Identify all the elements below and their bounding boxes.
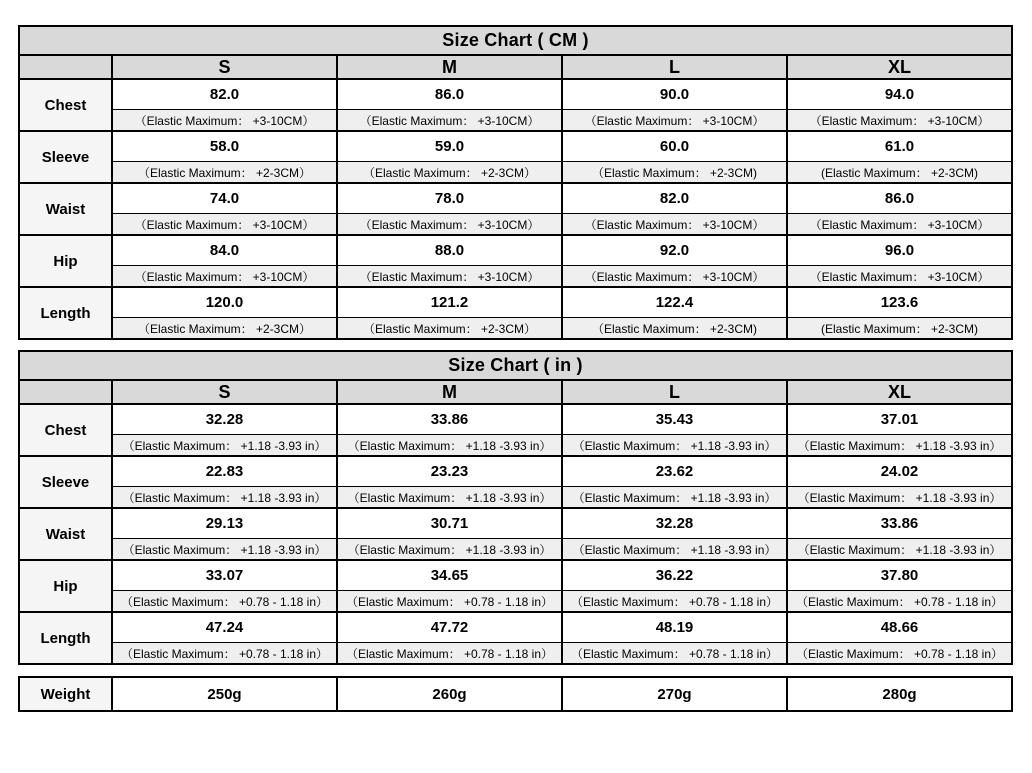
elastic-note: （Elastic Maximum： +3-10CM） <box>112 110 337 132</box>
row-label-sleeve: Sleeve <box>19 456 112 508</box>
elastic-note: （Elastic Maximum： +1.18 -3.93 in） <box>112 435 337 457</box>
elastic-note: （Elastic Maximum： +2-3CM) <box>562 318 787 340</box>
measure-row <box>19 235 1012 266</box>
elastic-note: （Elastic Maximum： +0.78 - 1.18 in） <box>112 643 337 665</box>
measure-value: 60.0 <box>562 131 787 162</box>
measure-value: 94.0 <box>787 79 1012 110</box>
elastic-note: （Elastic Maximum： +2-3CM） <box>112 162 337 184</box>
elastic-note: （Elastic Maximum： +0.78 - 1.18 in） <box>112 591 337 613</box>
elastic-note: （Elastic Maximum： +3-10CM） <box>562 110 787 132</box>
elastic-note: （Elastic Maximum： +3-10CM） <box>112 214 337 236</box>
measure-value: 37.80 <box>787 560 1012 591</box>
measure-note-row <box>19 539 1012 561</box>
chart-title: Size Chart ( CM ) <box>19 26 1012 55</box>
chart-title: Size Chart ( in ) <box>19 351 1012 380</box>
elastic-note: （Elastic Maximum： +3-10CM） <box>337 110 562 132</box>
size-chart-table <box>18 350 1013 665</box>
measure-row <box>19 508 1012 539</box>
measure-value: 61.0 <box>787 131 1012 162</box>
elastic-note: （Elastic Maximum： +1.18 -3.93 in） <box>337 487 562 509</box>
measure-value: 33.07 <box>112 560 337 591</box>
elastic-note: （Elastic Maximum： +1.18 -3.93 in） <box>562 435 787 457</box>
elastic-note: （Elastic Maximum： +3-10CM） <box>337 266 562 288</box>
elastic-note: （Elastic Maximum： +1.18 -3.93 in） <box>112 539 337 561</box>
measure-value: 123.6 <box>787 287 1012 318</box>
measure-row <box>19 560 1012 591</box>
elastic-note: （Elastic Maximum： +2-3CM） <box>112 318 337 340</box>
measure-note-row <box>19 214 1012 236</box>
elastic-note: （Elastic Maximum： +3-10CM） <box>787 266 1012 288</box>
size-chart-in-section <box>18 350 1013 665</box>
row-label-waist: Waist <box>19 508 112 560</box>
weight-section <box>18 676 1013 712</box>
measure-value: 23.62 <box>562 456 787 487</box>
measure-value: 92.0 <box>562 235 787 266</box>
row-label-hip: Hip <box>19 560 112 612</box>
measure-value: 33.86 <box>337 404 562 435</box>
measure-value: 88.0 <box>337 235 562 266</box>
elastic-note: （Elastic Maximum： +1.18 -3.93 in） <box>337 435 562 457</box>
weight-row <box>19 677 1012 711</box>
elastic-note: （Elastic Maximum： +1.18 -3.93 in） <box>112 487 337 509</box>
elastic-note: （Elastic Maximum： +3-10CM） <box>112 266 337 288</box>
measure-value: 84.0 <box>112 235 337 266</box>
measure-row <box>19 404 1012 435</box>
measure-value: 24.02 <box>787 456 1012 487</box>
elastic-note: （Elastic Maximum： +0.78 - 1.18 in） <box>337 643 562 665</box>
row-label-length: Length <box>19 287 112 339</box>
corner-cell <box>19 55 112 79</box>
measure-row <box>19 456 1012 487</box>
size-header-xl: XL <box>787 380 1012 404</box>
measure-note-row <box>19 318 1012 340</box>
measure-value: 120.0 <box>112 287 337 318</box>
elastic-note: （Elastic Maximum： +2-3CM） <box>337 162 562 184</box>
elastic-note: （Elastic Maximum： +0.78 - 1.18 in） <box>787 591 1012 613</box>
measure-value: 82.0 <box>112 79 337 110</box>
corner-cell <box>19 380 112 404</box>
row-label-sleeve: Sleeve <box>19 131 112 183</box>
measure-value: 34.65 <box>337 560 562 591</box>
measure-value: 36.22 <box>562 560 787 591</box>
elastic-note: （Elastic Maximum： +2-3CM） <box>337 318 562 340</box>
measure-value: 30.71 <box>337 508 562 539</box>
elastic-note: (Elastic Maximum： +2-3CM) <box>787 318 1012 340</box>
measure-row <box>19 287 1012 318</box>
elastic-note: （Elastic Maximum： +0.78 - 1.18 in） <box>787 643 1012 665</box>
measure-note-row <box>19 487 1012 509</box>
chart-title-row <box>19 26 1012 55</box>
measure-row <box>19 612 1012 643</box>
elastic-note: （Elastic Maximum： +0.78 - 1.18 in） <box>337 591 562 613</box>
measure-note-row <box>19 643 1012 665</box>
measure-value: 32.28 <box>562 508 787 539</box>
measure-value: 122.4 <box>562 287 787 318</box>
measure-value: 29.13 <box>112 508 337 539</box>
measure-value: 47.72 <box>337 612 562 643</box>
weight-value: 270g <box>562 677 787 711</box>
measure-value: 37.01 <box>787 404 1012 435</box>
elastic-note: （Elastic Maximum： +1.18 -3.93 in） <box>562 539 787 561</box>
row-label-length: Length <box>19 612 112 664</box>
measure-value: 33.86 <box>787 508 1012 539</box>
elastic-note: （Elastic Maximum： +1.18 -3.93 in） <box>787 435 1012 457</box>
measure-value: 59.0 <box>337 131 562 162</box>
row-label-chest: Chest <box>19 404 112 456</box>
measure-value: 32.28 <box>112 404 337 435</box>
measure-value: 47.24 <box>112 612 337 643</box>
size-chart-table <box>18 25 1013 340</box>
size-header-l: L <box>562 55 787 79</box>
measure-row <box>19 183 1012 214</box>
measure-note-row <box>19 162 1012 184</box>
measure-note-row <box>19 266 1012 288</box>
size-header-m: M <box>337 55 562 79</box>
size-chart-cm-section <box>18 25 1013 340</box>
elastic-note: （Elastic Maximum： +0.78 - 1.18 in） <box>562 643 787 665</box>
measure-note-row <box>19 591 1012 613</box>
size-header-row <box>19 55 1012 79</box>
weight-value: 280g <box>787 677 1012 711</box>
size-header-l: L <box>562 380 787 404</box>
size-header-m: M <box>337 380 562 404</box>
weight-value: 260g <box>337 677 562 711</box>
row-label-hip: Hip <box>19 235 112 287</box>
size-header-row <box>19 380 1012 404</box>
measure-note-row <box>19 110 1012 132</box>
measure-row <box>19 79 1012 110</box>
row-label-chest: Chest <box>19 79 112 131</box>
measure-value: 74.0 <box>112 183 337 214</box>
measure-value: 86.0 <box>337 79 562 110</box>
elastic-note: （Elastic Maximum： +3-10CM） <box>787 110 1012 132</box>
elastic-note: （Elastic Maximum： +3-10CM） <box>337 214 562 236</box>
chart-title-row <box>19 351 1012 380</box>
measure-value: 35.43 <box>562 404 787 435</box>
measure-value: 90.0 <box>562 79 787 110</box>
size-header-xl: XL <box>787 55 1012 79</box>
elastic-note: （Elastic Maximum： +1.18 -3.93 in） <box>562 487 787 509</box>
elastic-note: （Elastic Maximum： +3-10CM） <box>562 266 787 288</box>
size-header-s: S <box>112 380 337 404</box>
weight-table <box>18 676 1013 712</box>
measure-value: 48.19 <box>562 612 787 643</box>
elastic-note: （Elastic Maximum： +1.18 -3.93 in） <box>337 539 562 561</box>
measure-value: 23.23 <box>337 456 562 487</box>
measure-row <box>19 131 1012 162</box>
measure-value: 86.0 <box>787 183 1012 214</box>
elastic-note: （Elastic Maximum： +2-3CM) <box>562 162 787 184</box>
elastic-note: （Elastic Maximum： +1.18 -3.93 in） <box>787 487 1012 509</box>
weight-label: Weight <box>19 677 112 711</box>
elastic-note: （Elastic Maximum： +1.18 -3.93 in） <box>787 539 1012 561</box>
elastic-note: （Elastic Maximum： +0.78 - 1.18 in） <box>562 591 787 613</box>
measure-value: 82.0 <box>562 183 787 214</box>
weight-value: 250g <box>112 677 337 711</box>
measure-value: 78.0 <box>337 183 562 214</box>
measure-value: 121.2 <box>337 287 562 318</box>
measure-value: 48.66 <box>787 612 1012 643</box>
elastic-note: (Elastic Maximum： +2-3CM) <box>787 162 1012 184</box>
measure-value: 96.0 <box>787 235 1012 266</box>
elastic-note: （Elastic Maximum： +3-10CM） <box>787 214 1012 236</box>
measure-value: 58.0 <box>112 131 337 162</box>
size-header-s: S <box>112 55 337 79</box>
size-chart-page <box>18 25 1013 712</box>
row-label-waist: Waist <box>19 183 112 235</box>
measure-value: 22.83 <box>112 456 337 487</box>
elastic-note: （Elastic Maximum： +3-10CM） <box>562 214 787 236</box>
measure-note-row <box>19 435 1012 457</box>
